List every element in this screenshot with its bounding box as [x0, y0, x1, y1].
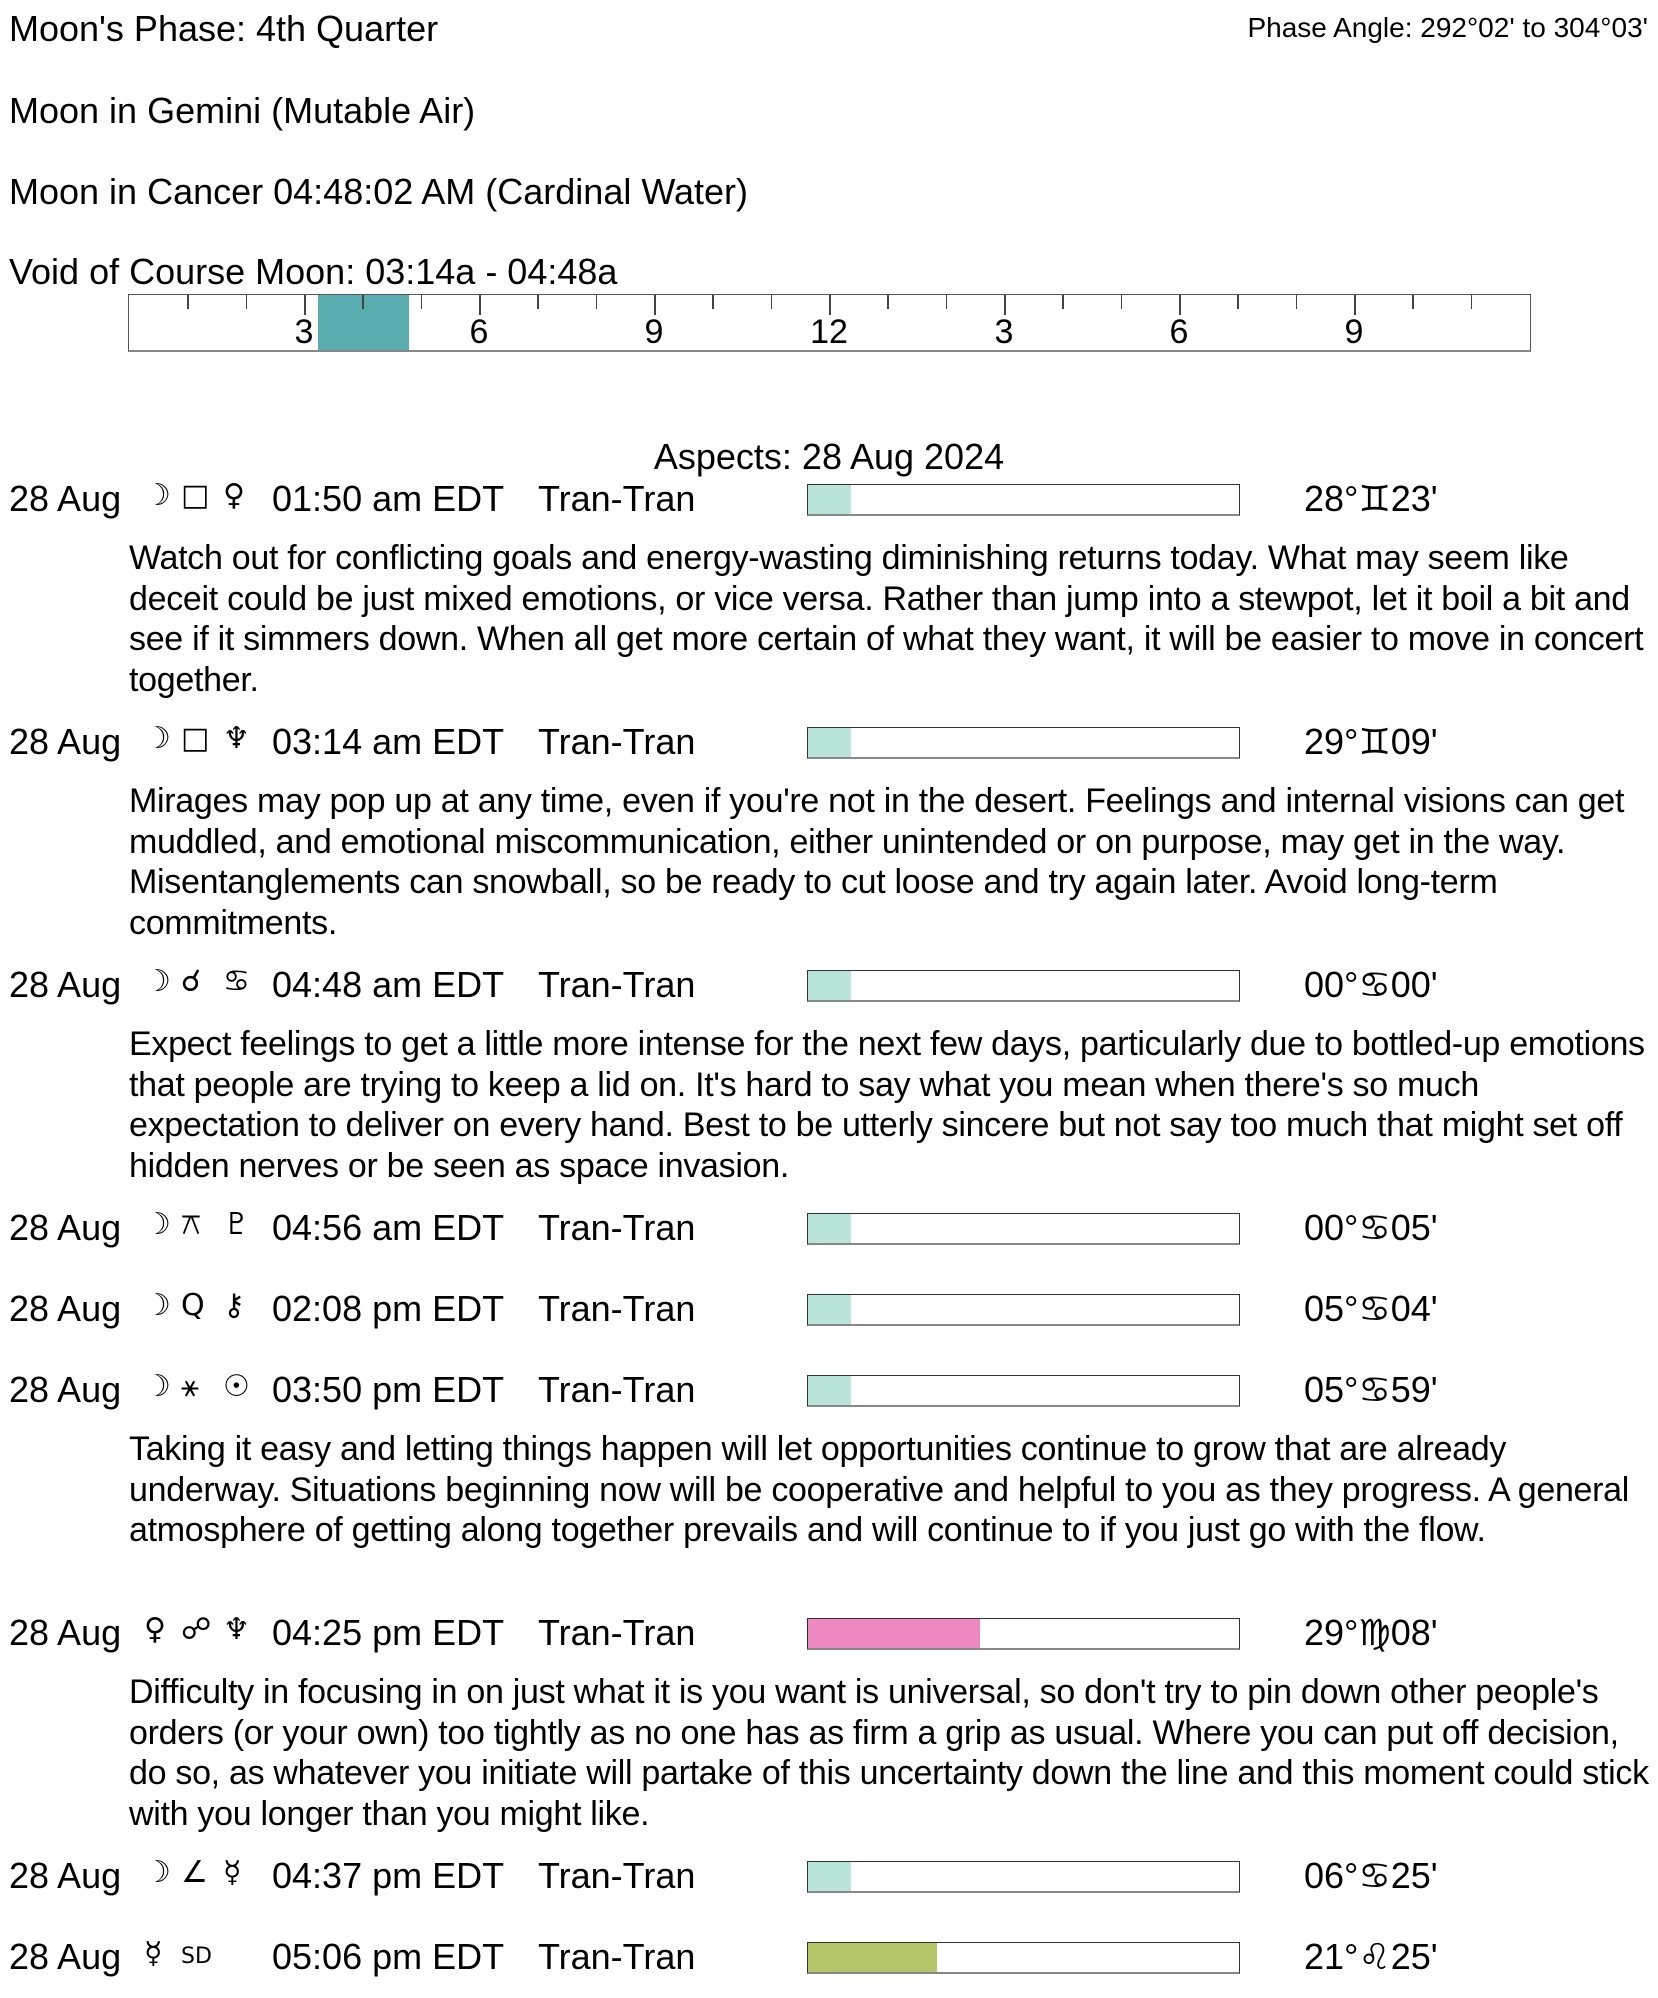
planet-glyph-icon: ☉ — [223, 1369, 250, 1404]
void-of-course: Void of Course Moon: 03:14a - 04:48a — [9, 251, 618, 292]
aspect-glyph-icon: ☍ — [181, 1612, 212, 1647]
aspect-degree: 00°♋05' — [1304, 1207, 1438, 1248]
timeline-tick — [421, 295, 423, 309]
aspect-description: Mirages may pop up at any time, even if you're not in the desert. Feelings and internal visions can get muddled, and emotional miscommunication, either unintended or on purpose, may get in the way. Misentanglements can snowball, so be ready to cut loose and try again later. Avoid long-term commitments. — [129, 782, 1625, 942]
aspect-glyph-icon: ⚹ — [181, 1369, 199, 1404]
aspect-degree: 05°♋59' — [1304, 1369, 1438, 1410]
moon-sign-gemini: Moon in Gemini (Mutable Air) — [9, 90, 476, 131]
aspect-type: Tran-Tran — [538, 1936, 696, 1977]
orb-strength-bar — [807, 1861, 1240, 1893]
timeline-hour-label: 12 — [810, 313, 848, 351]
timeline-tick — [1471, 295, 1473, 309]
timeline-tick — [712, 295, 714, 309]
aspect-type: Tran-Tran — [538, 964, 696, 1005]
orb-strength-bar — [807, 970, 1240, 1002]
orb-strength-fill — [808, 485, 851, 514]
aspect-degree: 05°♋04' — [1304, 1288, 1438, 1329]
aspect-type: Tran-Tran — [538, 721, 696, 762]
aspect-type: Tran-Tran — [538, 1207, 696, 1248]
planet-glyph-icon: ♆ — [223, 1612, 250, 1647]
aspect-date: 28 Aug — [9, 721, 122, 762]
timeline-tick — [537, 295, 539, 309]
aspect-date: 28 Aug — [9, 1612, 122, 1653]
planet-glyph-icon: ⚷ — [223, 1288, 245, 1323]
timeline-tick — [1179, 295, 1181, 315]
aspect-degree: 29°♍08' — [1304, 1612, 1438, 1653]
aspect-type: Tran-Tran — [538, 1369, 696, 1410]
aspect-date: 28 Aug — [9, 1288, 122, 1329]
orb-strength-bar — [807, 1213, 1240, 1245]
timeline-tick — [1354, 295, 1356, 315]
aspect-glyph-icon: □ — [181, 721, 210, 756]
timeline-hour-label: 6 — [1169, 313, 1189, 351]
aspect-glyph-icon: □ — [181, 478, 210, 513]
aspect-date: 28 Aug — [9, 1369, 122, 1410]
timeline-tick — [246, 295, 248, 309]
orb-strength-fill — [808, 971, 851, 1000]
timeline-tick — [304, 295, 306, 315]
planet-glyph-icon: ☿ — [144, 1936, 163, 1971]
timeline-tick — [1237, 295, 1239, 309]
aspect-degree: 28°♊23' — [1304, 478, 1438, 519]
aspect-description: Expect feelings to get a little more intense for the next few days, particularly due to bottled-up emotions that people are trying to keep a lid on. It's hard to say what you mean when there's so much expectation to deliver on every hand. Best to be utterly sincere but not say too much that might set off hidden nerves or be seen as space invasion. — [129, 1025, 1645, 1185]
timeline-tick — [887, 295, 889, 309]
orb-strength-fill — [808, 1619, 980, 1648]
aspect-date: 28 Aug — [9, 478, 122, 519]
planet-glyph-icon: ♀ — [144, 1612, 166, 1647]
aspect-time: 04:25 pm EDT — [272, 1612, 505, 1653]
orb-strength-bar — [807, 1294, 1240, 1326]
moon-phase: Moon's Phase: 4th Quarter — [9, 8, 439, 49]
orb-strength-fill — [808, 1862, 851, 1891]
orb-strength-bar — [807, 1375, 1240, 1407]
planet-glyph-icon: ☽ — [144, 1288, 171, 1323]
timeline-tick — [187, 295, 189, 309]
orb-strength-bar — [807, 484, 1240, 516]
phase-angle: Phase Angle: 292°02' to 304°03' — [1247, 12, 1648, 43]
timeline-tick — [1004, 295, 1006, 315]
timeline-hour-label: 9 — [644, 313, 664, 351]
aspect-degree: 00°♋00' — [1304, 964, 1438, 1005]
aspect-type: Tran-Tran — [538, 1612, 696, 1653]
planet-glyph-icon: ♆ — [223, 721, 250, 756]
planet-glyph-icon: ☽ — [144, 1369, 171, 1404]
timeline-hour-label: 9 — [1344, 313, 1364, 351]
aspect-glyph-icon: Q — [181, 1288, 205, 1323]
aspect-time: 04:37 pm EDT — [272, 1855, 505, 1896]
aspect-description: Watch out for conflicting goals and energy-wasting diminishing returns today. What may seem like deceit could be just mixed emotions, or vice versa. Rather than jump into a stewpot, let it boil a bit and see if it simmers down. When all get more certain of what they want, it will be easier to move in concert together. — [129, 539, 1644, 699]
aspect-time: 01:50 am EDT — [272, 478, 505, 519]
timeline-tick — [596, 295, 598, 309]
aspect-date: 28 Aug — [9, 1936, 122, 1977]
timeline-tick — [771, 295, 773, 309]
timeline-tick — [1296, 295, 1298, 309]
aspect-time: 03:14 am EDT — [272, 721, 505, 762]
aspect-type: Tran-Tran — [538, 1855, 696, 1896]
aspect-date: 28 Aug — [9, 1855, 122, 1896]
orb-strength-fill — [808, 1376, 851, 1405]
aspect-degree: 29°♊09' — [1304, 721, 1438, 762]
timeline-tick — [1412, 295, 1414, 309]
orb-strength-fill — [808, 1295, 851, 1324]
aspects-title: Aspects: 28 Aug 2024 — [653, 436, 1005, 477]
aspect-degree: 06°♋25' — [1304, 1855, 1438, 1896]
orb-strength-bar — [807, 727, 1240, 759]
aspect-glyph-icon: ⚻ — [181, 1207, 201, 1242]
timeline-hour-label: 6 — [469, 313, 489, 351]
orb-strength-fill — [808, 1943, 937, 1972]
aspect-time: 03:50 pm EDT — [272, 1369, 505, 1410]
planet-glyph-icon: ☽ — [144, 721, 171, 756]
aspect-time: 02:08 pm EDT — [272, 1288, 505, 1329]
planet-glyph-icon: ☽ — [144, 478, 171, 513]
timeline-hour-label: 3 — [994, 313, 1014, 351]
aspect-time: 04:48 am EDT — [272, 964, 505, 1005]
aspect-type: Tran-Tran — [538, 1288, 696, 1329]
planet-glyph-icon: ♋ — [223, 964, 250, 999]
aspect-description: Difficulty in focusing in on just what it is you want is universal, so don't try to pin down other people's orders (or your own) too tightly as no one has as firm a grip as usual. Where you can put off decision, do so, as whatever you initiate will partake of this uncertainty down the line and this moment could stick with you longer than you might like. — [129, 1673, 1649, 1833]
orb-strength-bar — [807, 1618, 1240, 1650]
timeline-tick — [362, 295, 364, 309]
timeline-hour-label: 3 — [294, 313, 314, 351]
aspect-time: 05:06 pm EDT — [272, 1936, 505, 1977]
aspect-description: Taking it easy and letting things happen will let opportunities continue to grow that are already underway. Situations beginning now will be cooperative and helpful to you as they progress. A general atmosphere of getting along together prevails and will continue to if you just go with the flow. — [129, 1430, 1630, 1549]
timeline-tick — [829, 295, 831, 315]
planet-glyph-icon: ☿ — [223, 1855, 242, 1890]
aspect-glyph-icon: ☌ — [181, 964, 202, 999]
aspect-degree: 21°♌25' — [1304, 1936, 1438, 1977]
timeline-tick — [1062, 295, 1064, 309]
orb-strength-fill — [808, 728, 851, 757]
aspect-date: 28 Aug — [9, 964, 122, 1005]
aspect-glyph-icon: ∠ — [181, 1855, 208, 1890]
timeline-tick — [1121, 295, 1123, 309]
aspect-date: 28 Aug — [9, 1207, 122, 1248]
aspect-type: Tran-Tran — [538, 478, 696, 519]
aspect-glyph-icon: SD — [181, 1944, 212, 1969]
planet-glyph-icon: ☽ — [144, 964, 171, 999]
timeline-tick — [479, 295, 481, 315]
orb-strength-bar — [807, 1942, 1240, 1974]
timeline-tick — [654, 295, 656, 315]
planet-glyph-icon: ♇ — [223, 1207, 250, 1242]
aspect-time: 04:56 am EDT — [272, 1207, 505, 1248]
planet-glyph-icon: ☽ — [144, 1207, 171, 1242]
timeline-tick — [946, 295, 948, 309]
moon-sign-cancer: Moon in Cancer 04:48:02 AM (Cardinal Water) — [9, 171, 749, 212]
orb-strength-fill — [808, 1214, 851, 1243]
void-of-course-timeline — [128, 294, 1531, 352]
planet-glyph-icon: ☽ — [144, 1855, 171, 1890]
planet-glyph-icon: ♀ — [223, 478, 245, 513]
